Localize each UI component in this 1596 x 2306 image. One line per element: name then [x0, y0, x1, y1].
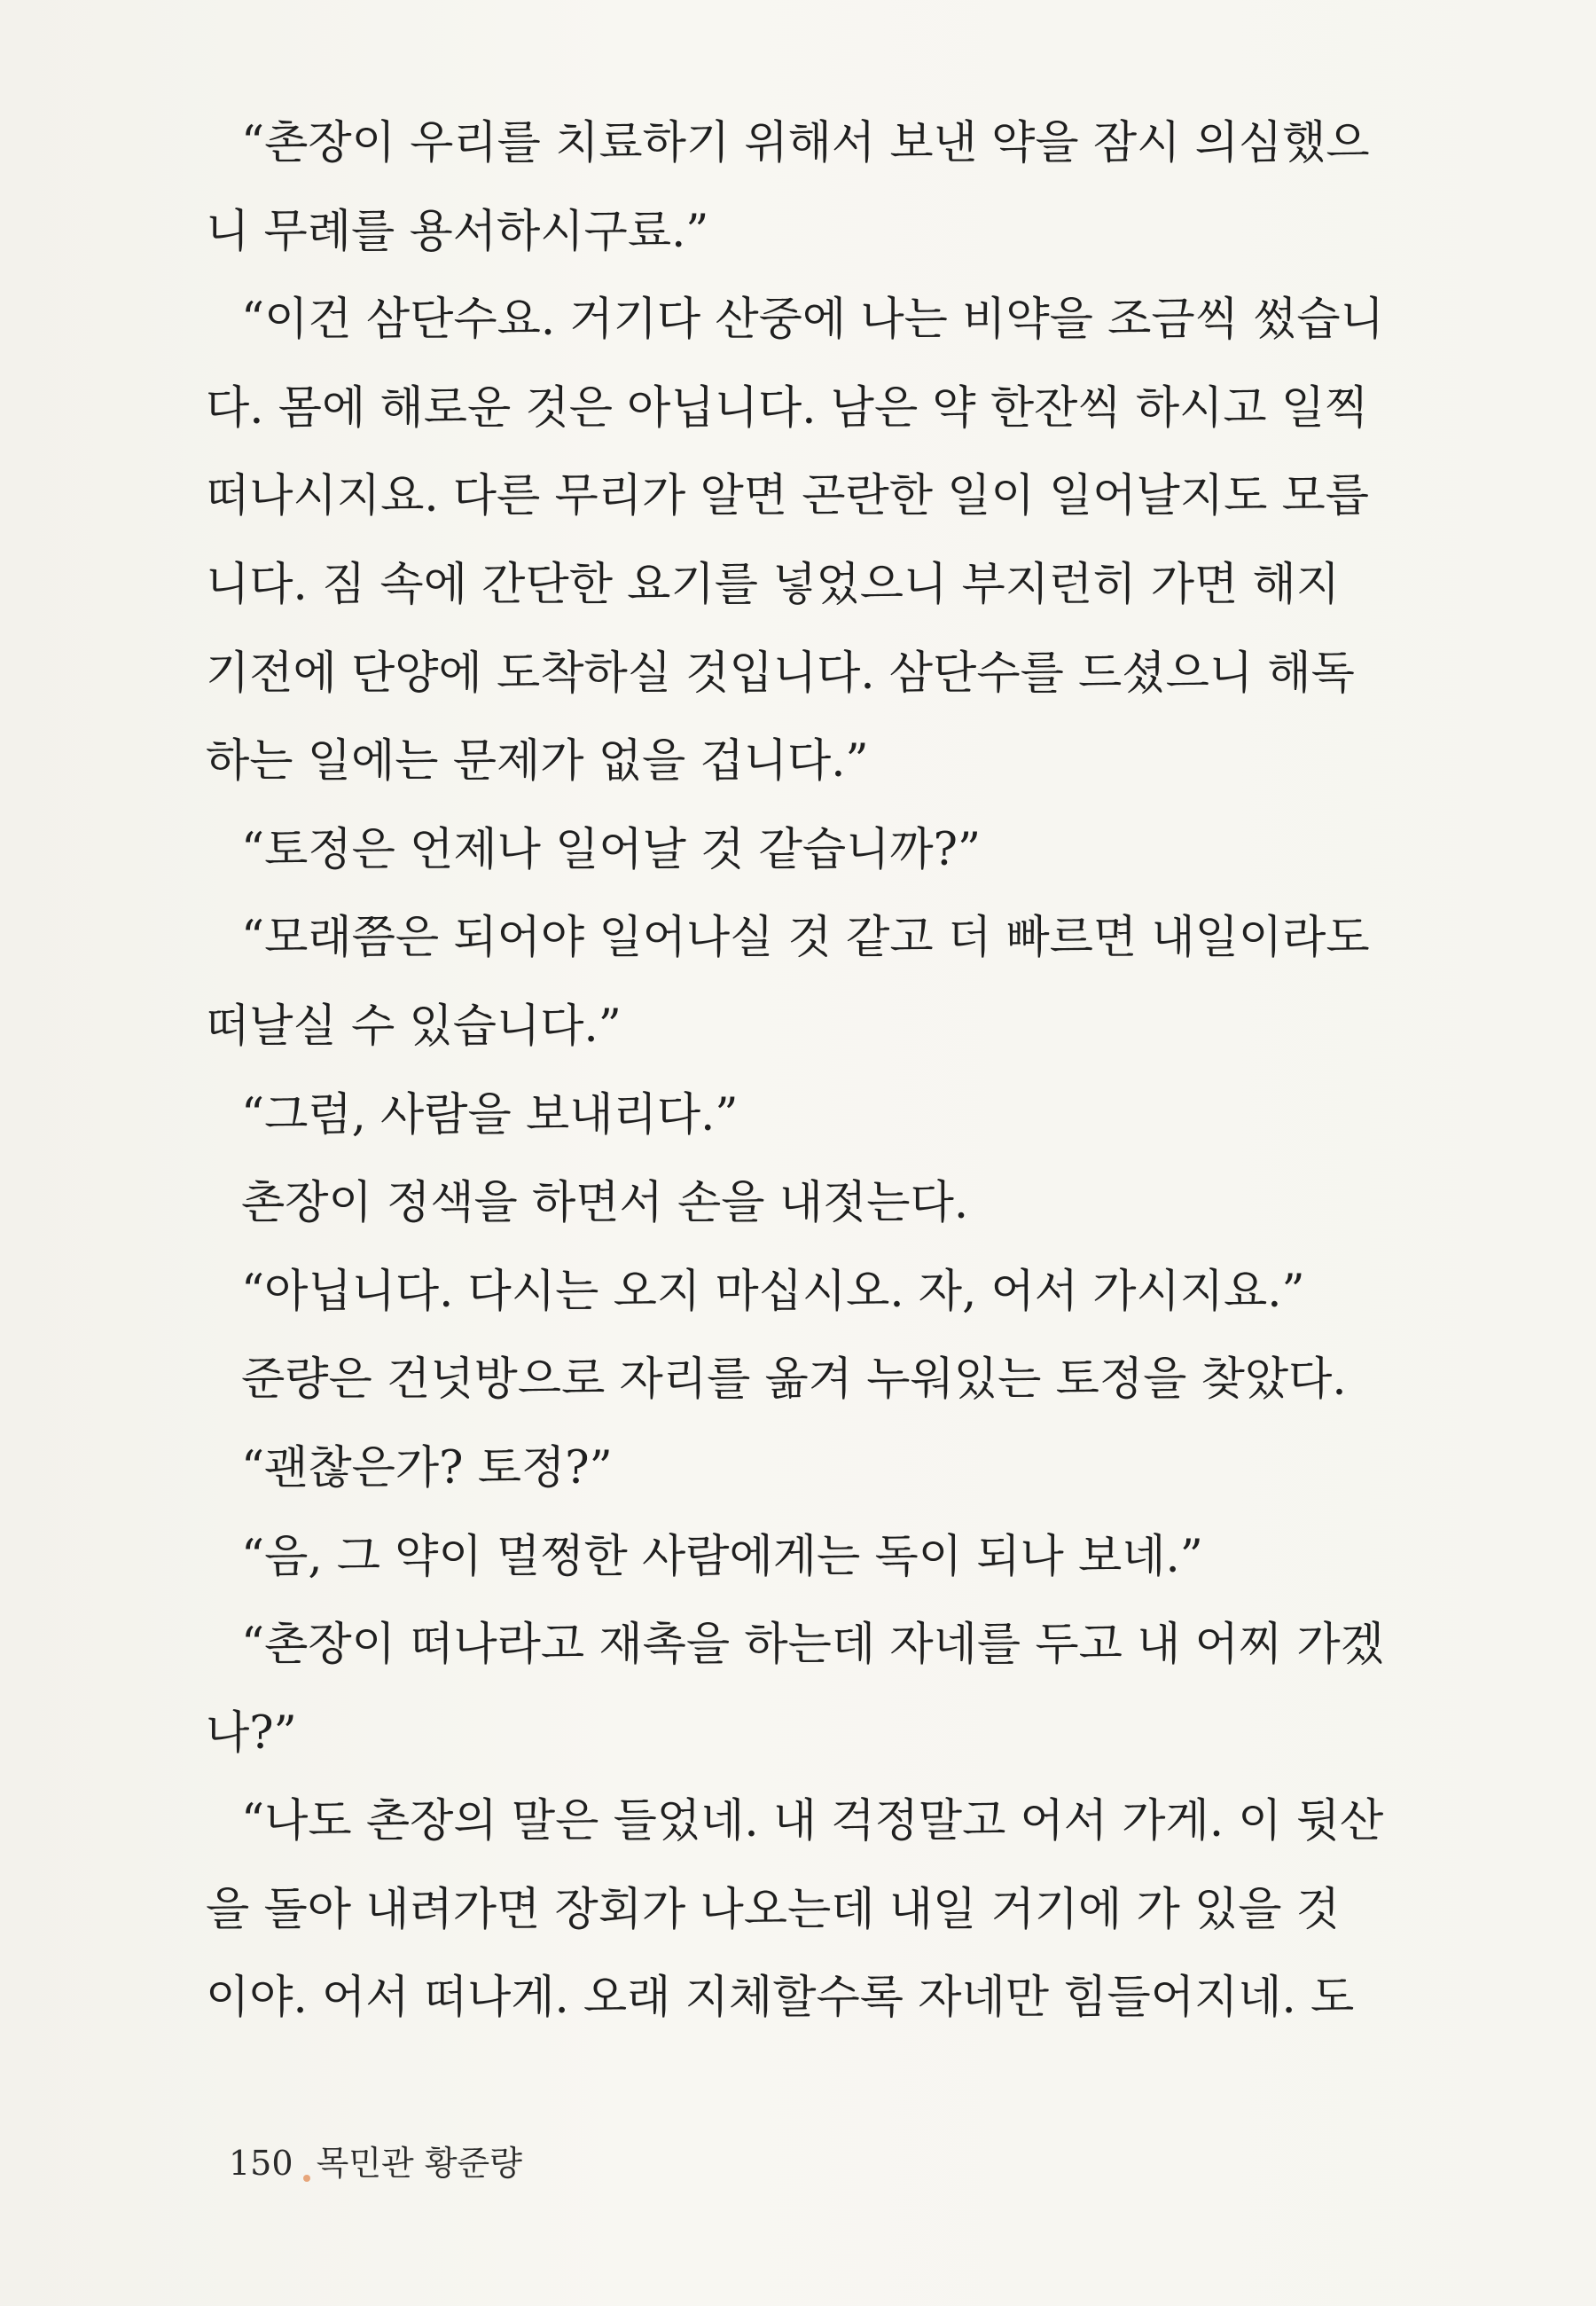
page-number: 150 — [229, 2144, 293, 2183]
body-line: 나?” — [206, 1706, 297, 1760]
body-line: “음, 그 약이 멀쩡한 사람에게는 독이 되나 보네.” — [241, 1530, 1203, 1583]
body-line: “모래쯤은 되어야 일어나실 것 같고 더 빠르면 내일이라도 — [241, 912, 1370, 965]
body-line: 을 돌아 내려가면 장회가 나오는데 내일 거기에 가 있을 것 — [206, 1883, 1341, 1936]
ink-dot-decoration — [303, 2175, 310, 2182]
body-line: 촌장이 정색을 하면서 손을 내젓는다. — [241, 1177, 969, 1230]
body-line: “아닙니다. 다시는 오지 마십시오. 자, 어서 가시지요.” — [241, 1265, 1305, 1318]
body-line: 니다. 짐 속에 간단한 요기를 넣었으니 부지런히 가면 해지 — [206, 558, 1341, 611]
body-line: 기전에 단양에 도착하실 것입니다. 삼단수를 드셨으니 해독 — [206, 647, 1355, 700]
body-line: “촌장이 우리를 치료하기 위해서 보낸 약을 잠시 의심했으 — [241, 117, 1370, 169]
body-line: “괜찮은가? 토정?” — [241, 1441, 613, 1494]
body-line: 떠나시지요. 다른 무리가 알면 곤란한 일이 일어날지도 모릅 — [206, 470, 1370, 523]
body-line: “토정은 언제나 일어날 것 같습니까?” — [241, 823, 982, 876]
page-footer — [229, 2136, 522, 2184]
book-title: 목민관 황준량 — [316, 2144, 522, 2183]
body-line: 니 무례를 용서하시구료.” — [206, 205, 709, 258]
body-line: “촌장이 떠나라고 재촉을 하는데 자네를 두고 내 어찌 가겠 — [241, 1619, 1384, 1672]
body-line: 떠날실 수 있습니다.” — [206, 1000, 622, 1053]
body-line: “그럼, 사람을 보내리다.” — [241, 1088, 739, 1141]
body-text — [206, 99, 1447, 2043]
body-line: “이건 삼단수요. 거기다 산중에 나는 비약을 조금씩 썼습니 — [241, 294, 1384, 347]
body-line: “나도 촌장의 말은 들었네. 내 걱정말고 어서 가게. 이 뒷산 — [241, 1795, 1384, 1848]
body-line: 준량은 건넛방으로 자리를 옮겨 누워있는 토정을 찾았다. — [241, 1353, 1347, 1407]
body-line: 다. 몸에 해로운 것은 아닙니다. 남은 약 한잔씩 하시고 일찍 — [206, 381, 1369, 435]
body-line: 하는 일에는 문제가 없을 겁니다.” — [206, 735, 869, 788]
body-line: 이야. 어서 떠나게. 오래 지체할수록 자네만 힘들어지네. 도 — [206, 1972, 1355, 2025]
